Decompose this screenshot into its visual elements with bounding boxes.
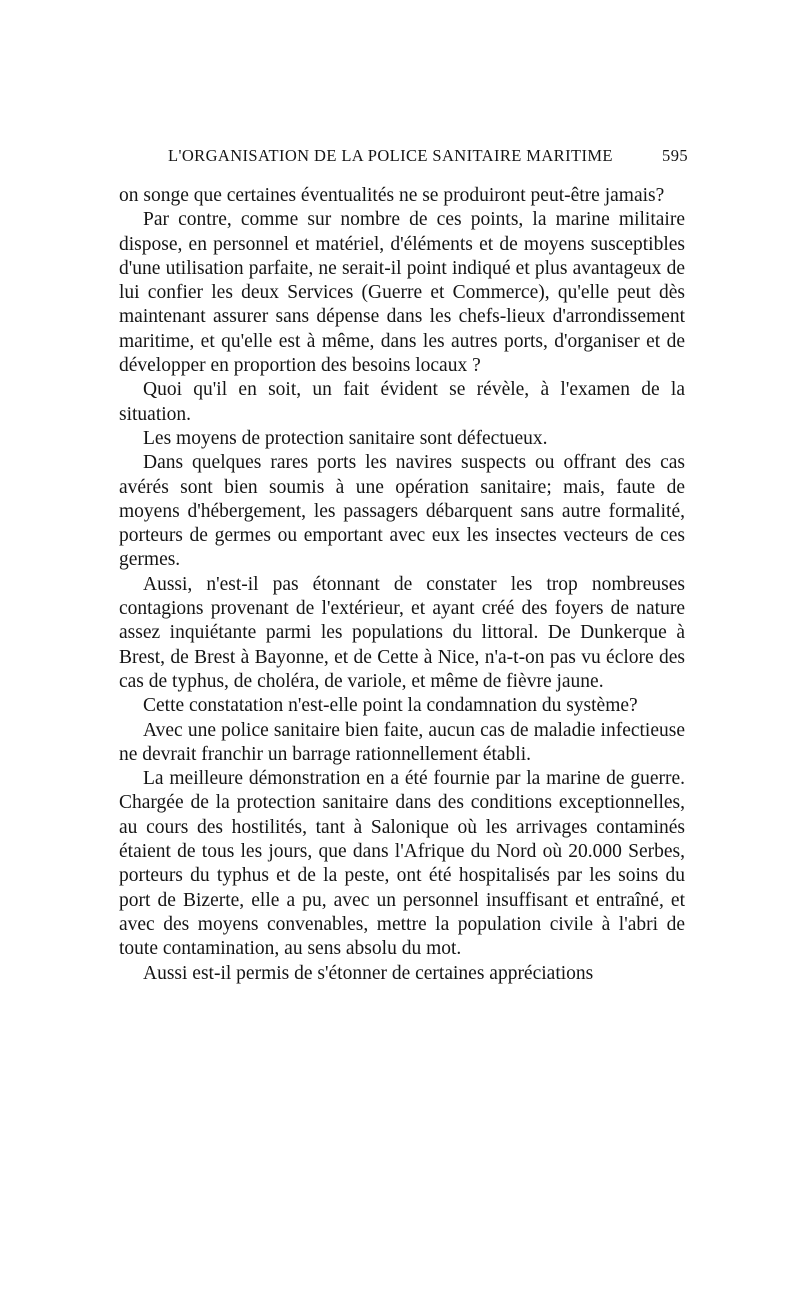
paragraph-7: Cette constatation n'est-elle point la condamnation du système?	[143, 695, 638, 717]
page-number: 595	[662, 146, 688, 165]
paragraph-8: Avec une police sanitaire bien faite, aucun cas de maladie infectieuse ne devrait franchir un barrage rationnellement établi.	[119, 719, 685, 765]
running-header	[168, 146, 688, 170]
paragraph-4: Les moyens de protection sanitaire sont défectueux.	[143, 427, 548, 449]
running-title: L'ORGANISATION DE LA POLICE SANITAIRE MARITIME	[168, 146, 613, 165]
paragraph-3: Quoi qu'il en soit, un fait évident se révèle, à l'examen de la situation.	[119, 379, 685, 425]
paragraph-10: Aussi est-il permis de s'étonner de certaines appréciations	[143, 962, 594, 984]
paragraph-9: La meilleure démonstration en a été fournie par la marine de guerre. Chargée de la protection sanitaire dans des conditions exceptionnelles, au cours des hostilités, tant à Salonique où les arrivages contaminés étaient de tous les jours, que dans l'Afrique du Nord où 20.000 Serbes, porteurs du typhus et de la peste, ont été hospitalisés par les soins du port de Bizerte, elle a pu, avec un personnel insuffisant et entraîné, et avec des moyens convenables, mettre la population civile à l'abri de toute contamination, au sens absolu du mot.	[119, 768, 685, 960]
paragraph-2: Par contre, comme sur nombre de ces points, la marine militaire dispose, en personnel et matériel, d'éléments et de moyens susceptibles d'une utilisation parfaite, ne serait-il point indiqué et plus avantageux de lui confier les deux Services (Guerre et Commerce), qu'elle peut dès maintenant assurer sans dépense dans les chefs-lieux d'arrondissement maritime, et qu'elle est à même, dans les autres ports, d'organiser et de développer en proportion des besoins locaux ?	[119, 209, 685, 377]
paragraph-1: on songe que certaines éventualités ne se produiront peut-être jamais?	[119, 185, 665, 206]
paragraph-6: Aussi, n'est-il pas étonnant de constater les trop nombreuses contagions provenant de l'extérieur, et ayant créé des foyers de nature assez inquiétante parmi les populations du littoral. De Dunkerque à Brest, de Brest à Bayonne, et de Cette à Nice, n'a-t-on pas vu éclore des cas de typhus, de choléra, de variole, et même de fièvre jaune.	[119, 573, 685, 692]
paragraph-5: Dans quelques rares ports les navires suspects ou offrant des cas avérés sont bien soumis à une opération sanitaire; mais, faute de moyens d'hébergement, les passagers débarquent sans autre formalité, porteurs de germes ou emportant avec eux les insectes vecteurs de ces germes.	[119, 452, 685, 571]
body-text	[119, 184, 685, 986]
